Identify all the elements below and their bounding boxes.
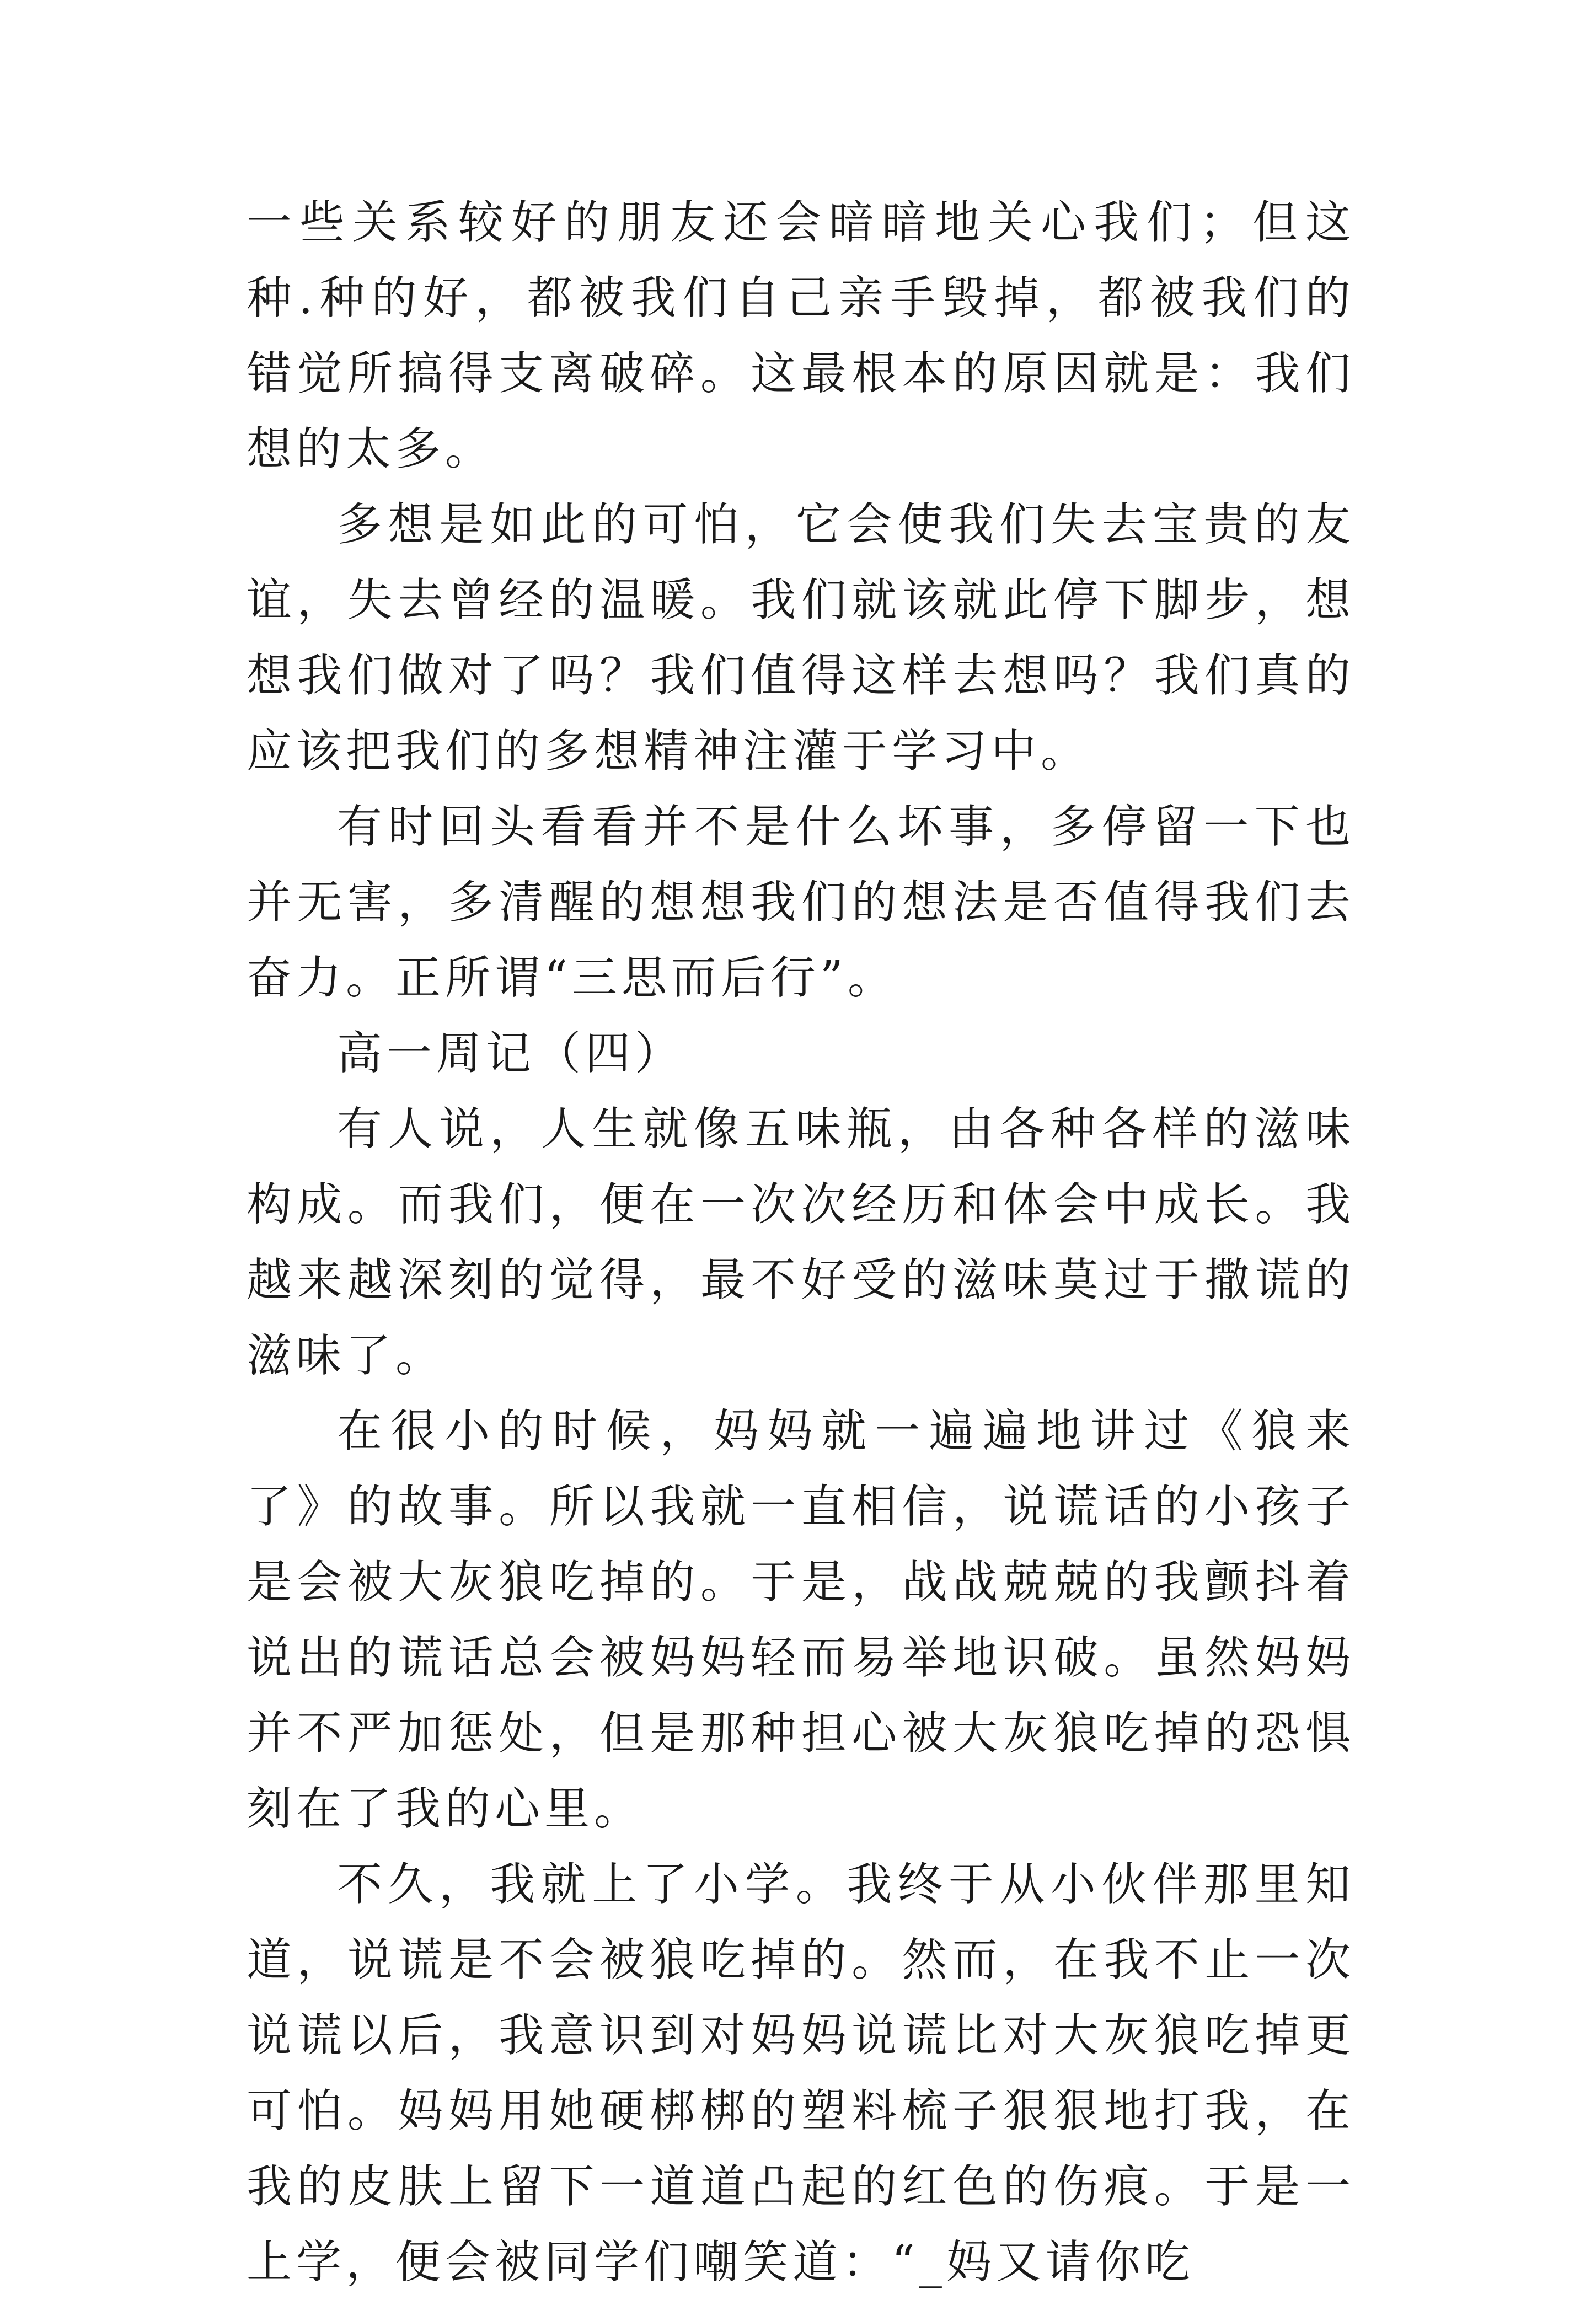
- paragraph-primary-school: 不久，我就上了小学。我终于从小伙伴那里知道，说谎是不会被狼吃掉的。然而，在我不止一次说谎以后，我意识到对妈妈说谎比对大灰狼吃掉更可怕。妈妈用她硬梆梆的塑料梳子狠狠地打我，在我的皮肤上留下一道道凸起的红色的伤痕。于是一上学，便会被同学们嘲笑道：“_妈又请你吃: [247, 1858, 1355, 2288]
- paragraph-reflection: 有时回头看看并不是什么坏事，多停留一下也并无害，多清醒的想想我们的想法是否值得我们去奋力。正所谓“三思而后行”。: [247, 801, 1355, 1004]
- paragraph-childhood: 在很小的时候，妈妈就一遍遍地讲过《狼来了》的故事。所以我就一直相信，说谎话的小孩子是会被大灰狼吃掉的。于是，战战兢兢的我颤抖着说出的谎话总会被妈妈轻而易举地识破。虽然妈妈并不严加惩处，但是那种担心被大灰狼吃掉的恐惧刻在了我的心里。: [247, 1405, 1355, 1835]
- body-text: [247, 185, 1355, 2300]
- paragraph-life-flavors: 有人说，人生就像五味瓶，由各种各样的滋味构成。而我们，便在一次次经历和体会中成长。我越来越深刻的觉得，最不好受的滋味莫过于撒谎的滋味了。: [247, 1103, 1355, 1382]
- section-heading: 高一周记（四）: [337, 1027, 685, 1080]
- paragraph-overthinking: 多想是如此的可怕，它会使我们失去宝贵的友谊，失去曾经的温暖。我们就该就此停下脚步，想想我们做对了吗？我们值得这样去想吗？我们真的应该把我们的多想精神注灌于学习中。: [247, 498, 1355, 778]
- paragraph-continuation: 一些关系较好的朋友还会暗暗地关心我们；但这种.种的好，都被我们自己亲手毁掉，都被我们的错觉所搞得支离破碎。这最根本的原因就是：我们想的太多。: [247, 196, 1355, 475]
